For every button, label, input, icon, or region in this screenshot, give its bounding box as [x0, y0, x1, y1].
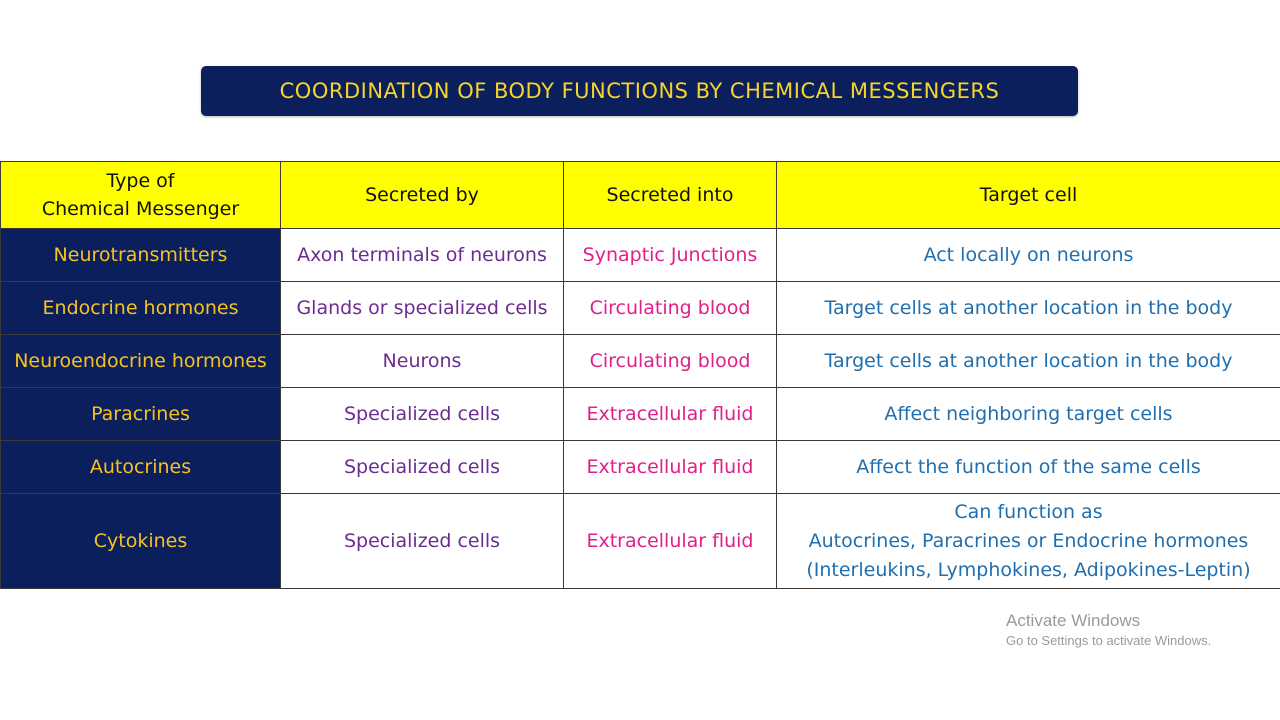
- secreted-into-cell: Synaptic Junctions: [564, 229, 777, 282]
- secreted-by-cell: Specialized cells: [281, 388, 564, 441]
- type-cell: Endocrine hormones: [1, 282, 281, 335]
- title-banner: [201, 66, 1078, 116]
- target-cell: Target cells at another location in the body: [777, 335, 1280, 388]
- header-secreted-into: Secreted into: [564, 162, 777, 229]
- watermark-subtitle: Go to Settings to activate Windows.: [1006, 633, 1212, 648]
- target-cell: Target cells at another location in the body: [777, 282, 1280, 335]
- target-cell: Affect neighboring target cells: [777, 388, 1280, 441]
- secreted-into-cell: Circulating blood: [564, 282, 777, 335]
- target-cell: Act locally on neurons: [777, 229, 1280, 282]
- type-cell: Cytokines: [1, 494, 281, 589]
- secreted-by-cell: Glands or specialized cells: [281, 282, 564, 335]
- secreted-by-cell: Axon terminals of neurons: [281, 229, 564, 282]
- table-row: [1, 388, 1280, 441]
- page-title: COORDINATION OF BODY FUNCTIONS BY CHEMICAL MESSENGERS: [279, 79, 1000, 103]
- target-cell: [777, 494, 1280, 589]
- watermark-title: Activate Windows: [1006, 611, 1141, 630]
- secreted-by-cell: Specialized cells: [281, 441, 564, 494]
- table-row: [1, 494, 1280, 589]
- table-header-row: [1, 162, 1280, 229]
- chemical-messenger-table: [0, 161, 1280, 589]
- secreted-by-cell: Neurons: [281, 335, 564, 388]
- header-target-cell: Target cell: [777, 162, 1280, 229]
- secreted-into-cell: Extracellular fluid: [564, 494, 777, 589]
- secreted-into-cell: Extracellular fluid: [564, 441, 777, 494]
- target-line-1: Can function as: [954, 500, 1103, 523]
- type-cell: Paracrines: [1, 388, 281, 441]
- table-row: [1, 335, 1280, 388]
- header-secreted-by: Secreted by: [281, 162, 564, 229]
- type-cell: Neuroendocrine hormones: [1, 335, 281, 388]
- secreted-by-cell: Specialized cells: [281, 494, 564, 589]
- type-cell: Neurotransmitters: [1, 229, 281, 282]
- header-type-line2: Chemical Messenger: [41, 198, 240, 220]
- table-row: [1, 441, 1280, 494]
- type-cell: Autocrines: [1, 441, 281, 494]
- header-type: [1, 162, 281, 229]
- activate-windows-watermark: [1006, 610, 1211, 650]
- secreted-into-cell: Circulating blood: [564, 335, 777, 388]
- target-line-3: (Interleukins, Lymphokines, Adipokines-Leptin): [806, 558, 1251, 581]
- table-row: [1, 229, 1280, 282]
- target-cell: Affect the function of the same cells: [777, 441, 1280, 494]
- table-row: [1, 282, 1280, 335]
- secreted-into-cell: Extracellular fluid: [564, 388, 777, 441]
- target-line-2: Autocrines, Paracrines or Endocrine hormones: [808, 529, 1249, 552]
- header-type-line1: Type of: [106, 170, 175, 192]
